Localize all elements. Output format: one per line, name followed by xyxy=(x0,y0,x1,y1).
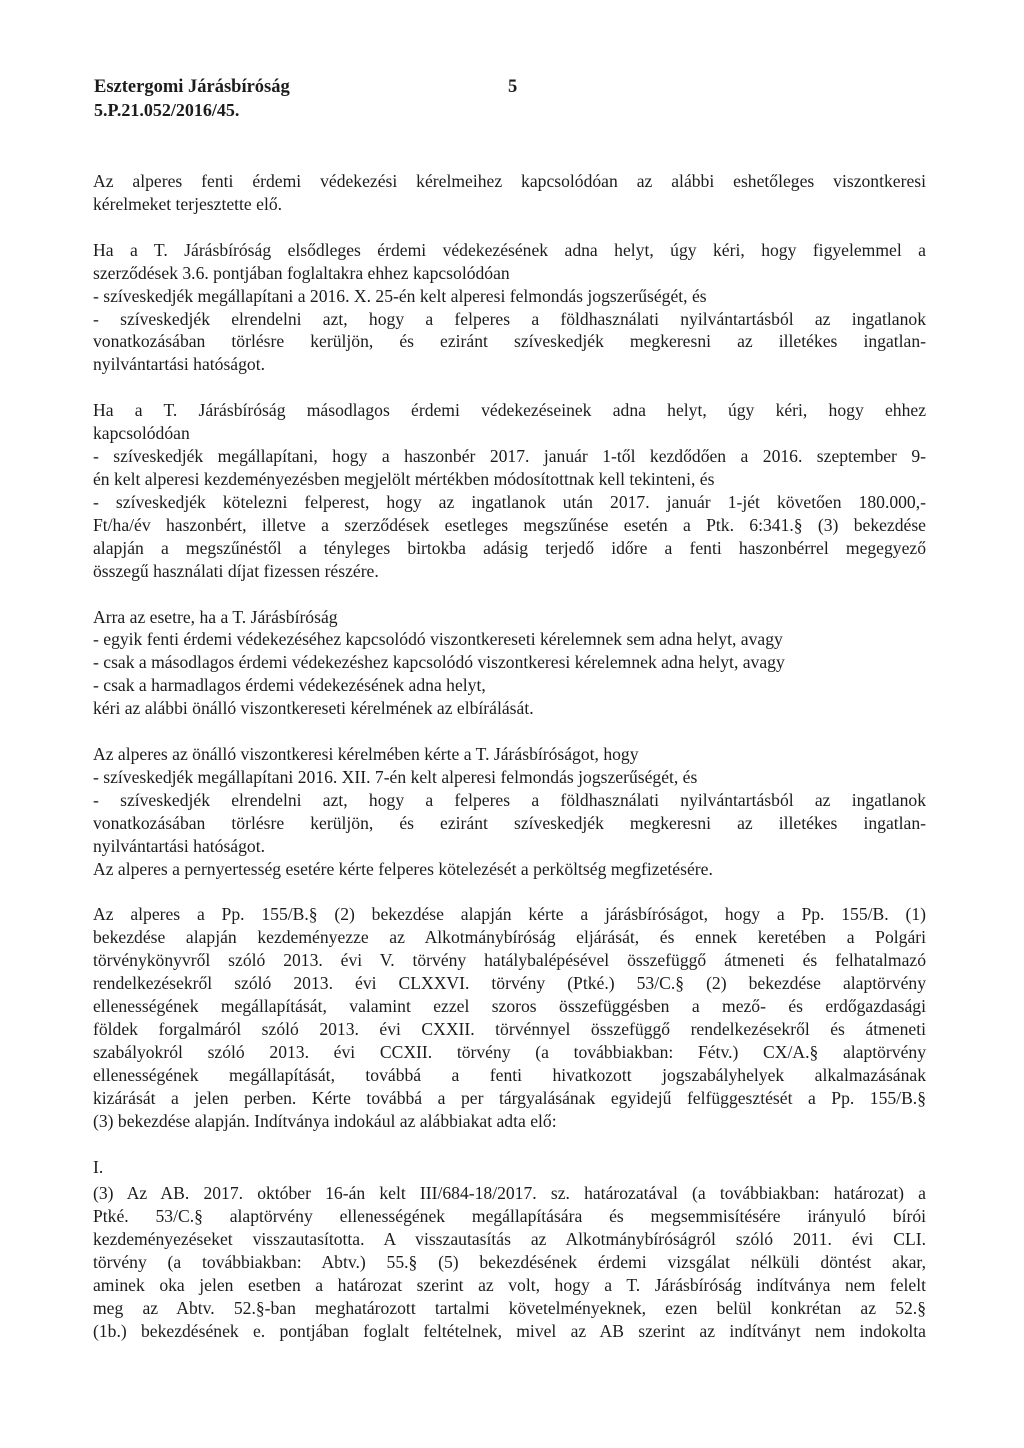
text-line: szabályokról szóló 2013. évi CCXII. törvény (a továbbiakban: Fétv.) CX/A.§ alaptörvény xyxy=(93,1041,926,1062)
paragraph xyxy=(93,1156,926,1343)
text-line: - szíveskedjék elrendelni azt, hogy a felperes a földhasználati nyilvántartásból az ingatlanok xyxy=(93,308,926,329)
court-name: Esztergomi Járásbíróság xyxy=(94,77,290,97)
text-line: kizárását a jelen perben. Kérte továbbá a per tárgyalásának egyidejű felfüggesztését a Pp. 155/B.§ xyxy=(93,1087,926,1108)
text-line: (3) Az AB. 2017. október 16-án kelt III/684-18/2017. sz. határozatával (a továbbiakban: határozat) a xyxy=(93,1183,926,1204)
text-line: Az alperes fenti érdemi védekezési kérelmeihez kapcsolódóan az alábbi eshetőleges viszontkeresi xyxy=(93,171,926,191)
paragraph xyxy=(93,606,926,721)
text-line: nyilvántartási hatóságot. xyxy=(93,354,265,375)
text-line: Ptké. 53/C.§ alaptörvény ellenességének megállapítására és megsemmisítésére irányuló bírói xyxy=(93,1206,926,1227)
text-line: Ha a T. Járásbíróság elsődleges érdemi védekezésének adna helyt, úgy kéri, hogy figyelemmel a xyxy=(93,239,926,260)
text-line: szerződések 3.6. pontjában foglaltakra ehhez kapcsolódóan xyxy=(93,262,510,283)
text-line: - szíveskedjék megállapítani, hogy a haszonbér 2017. január 1-től kezdődően a 2016. szeptember 9- xyxy=(93,446,926,467)
text-line: Ha a T. Járásbíróság másodlagos érdemi védekezéseinek adna helyt, úgy kéri, hogy ehhez xyxy=(93,400,926,421)
text-line: (1b.) bekezdésének e. pontjában foglalt feltételnek, mivel az AB szerint az indítványt nem indokolta xyxy=(93,1320,926,1341)
text-line: földek forgalmáról szóló 2013. évi CXXII. törvénnyel összefüggő rendelkezésekről és átmeneti xyxy=(93,1019,926,1039)
text-line: én kelt alperesi kezdeményezésben megjelölt mértékben módosítottnak kell tekinteni, és xyxy=(93,468,715,489)
text-line: Az alperes a Pp. 155/B.§ (2) bekezdése alapján kérte a járásbíróságot, hogy a Pp. 155/B. (1) xyxy=(93,904,926,925)
text-line: vonatkozásában törlésre kerüljön, és eziránt szíveskedjék megkeresni az illetékes ingatlan- xyxy=(93,331,926,352)
page-number: 5 xyxy=(508,77,518,97)
text-line: - szíveskedjék megállapítani a 2016. X. 25-én kelt alperesi felmondás jogszerűségét, és xyxy=(93,285,707,306)
text-line: - szíveskedjék elrendelni azt, hogy a felperes a földhasználati nyilvántartásból az ingatlanok xyxy=(93,789,926,810)
text-line: Ft/ha/év haszonbért, illetve a szerződések esetleges megszűnése esetén a Ptk. 6:341.§ (3) bekezdése xyxy=(93,514,926,535)
text-line: törvény (a továbbiakban: Abtv.) 55.§ (5) bekezdésének érdemi vizsgálat nélküli döntést akar, xyxy=(93,1252,926,1273)
text-line: - szíveskedjék kötelezni felperest, hogy az ingatlanok után 2017. január 1-jét követően 180.000,- xyxy=(93,491,926,512)
document-body xyxy=(93,170,926,1343)
paragraph xyxy=(93,399,926,582)
text-line: összegű használati díjat fizessen részére. xyxy=(93,560,379,581)
text-line: rendelkezésekről szóló 2013. évi CLXXVI. törvény (Ptké.) 53/C.§ (2) bekezdése alaptörvény xyxy=(93,973,926,994)
text-line: törvénykönyvről szóló 2013. évi V. törvény hatálybalépésével összefüggő átmeneti és felhatalmazó xyxy=(93,950,926,971)
paragraph xyxy=(93,903,926,1132)
text-line: meg az Abtv. 52.§-ban meghatározott tartalmi követelményeknek, ezen belül konkrétan az 52.§ xyxy=(93,1297,926,1318)
paragraph xyxy=(93,170,926,216)
text-line: bekezdése alapján kezdeményezze az Alkotmánybíróság eljárását, és ennek keretében a Polgári xyxy=(93,927,926,948)
text-line: (3) bekezdése alapján. Indítványa indokául az alábbiakat adta elő: xyxy=(93,1110,557,1131)
text-line: kéri az alábbi önálló viszontkereseti kérelmének az elbírálását. xyxy=(93,698,534,719)
text-line: kezdeményezéseket visszautasította. A visszautasítás az Alkotmánybíróságról szóló 2011. évi CLI. xyxy=(93,1229,926,1250)
text-line: alapján a megszűnéstől a tényleges birtokba adásig terjedő időre a fenti haszonbérrel megegyező xyxy=(93,537,926,558)
text-line: aminek oka jelen esetben a határozat szerint az volt, hogy a T. Járásbíróság indítványa nem felelt xyxy=(93,1275,926,1296)
text-line: Az alperes az önálló viszontkeresi kérelmében kérte a T. Járásbíróságot, hogy xyxy=(93,744,639,765)
text-line: - egyik fenti érdemi védekezéséhez kapcsolódó viszontkereseti kérelemnek sem adna helyt, avagy xyxy=(93,629,783,650)
text-line: vonatkozásában törlésre kerüljön, és eziránt szíveskedjék megkeresni az illetékes ingatlan- xyxy=(93,812,926,833)
text-line: - szíveskedjék megállapítani 2016. XII. 7-én kelt alperesi felmondás jogszerűségét, és xyxy=(93,766,698,787)
text-line: - csak a másodlagos érdemi védekezéshez kapcsolódó viszontkeresi kérelemnek adna helyt, avagy xyxy=(93,652,785,673)
text-line: nyilvántartási hatóságot. xyxy=(93,835,265,856)
paragraph xyxy=(93,743,926,880)
case-number: 5.P.21.052/2016/45. xyxy=(94,100,240,120)
text-line: Arra az esetre, ha a T. Járásbíróság xyxy=(93,606,338,627)
section-number: I. xyxy=(93,1156,104,1177)
text-line: kérelmeket terjesztette elő. xyxy=(93,193,283,214)
text-line: ellenességének megállapítását, valamint ezzel szoros összefüggésben a mező- és erdőgazdasági xyxy=(93,996,926,1017)
page-header xyxy=(94,76,534,122)
text-line: Az alperes a pernyertesség esetére kérte felperes kötelezését a perköltség megfizetésére. xyxy=(93,858,713,879)
text-line: - csak a harmadlagos érdemi védekezésének adna helyt, xyxy=(93,675,486,696)
text-line: kapcsolódóan xyxy=(93,423,190,444)
text-line: ellenességének megállapítását, továbbá a fenti hivatkozott jogszabályhelyek alkalmazásának xyxy=(93,1064,926,1085)
paragraph xyxy=(93,239,926,376)
